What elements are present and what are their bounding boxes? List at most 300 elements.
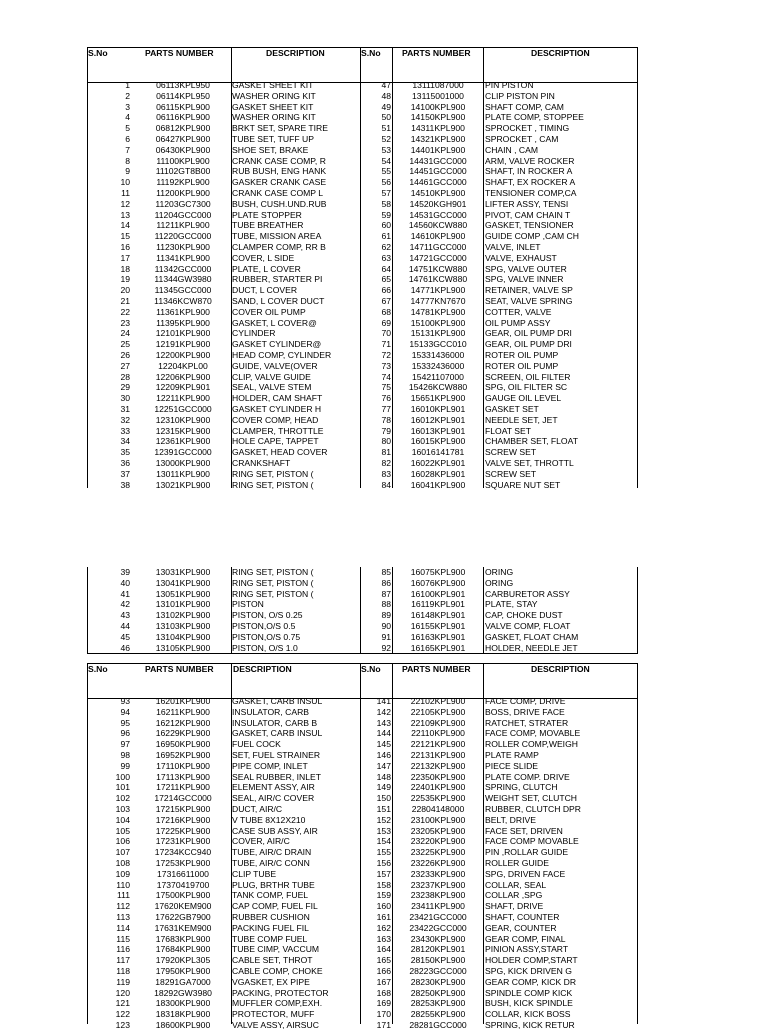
sno-cell: 51 <box>381 123 391 134</box>
parts-number-cell: 11346KCW870 <box>154 296 212 306</box>
description-cell: PLATE COMP. DRIVE <box>485 771 570 782</box>
description-cell: CRANK CASE COMP L <box>232 188 324 198</box>
sno-cell: 69 <box>381 317 391 328</box>
sno-cell: 162 <box>376 922 391 933</box>
parts-number-cell: 22804148000 <box>411 804 465 814</box>
sno-cell: 49 <box>381 101 391 112</box>
sno-cell: 7 <box>125 144 130 155</box>
description-cell: NEEDLE SET, JET <box>485 414 558 425</box>
parts-number-cell: 11102GT8B00 <box>155 166 211 177</box>
parts-number-cell: 16041KPL900 <box>410 479 466 490</box>
parts-number-cell: 14771KPL900 <box>410 285 466 296</box>
parts-number-cell: 16100KPL901 <box>410 588 466 599</box>
parts-table-3 <box>87 663 638 1030</box>
parts-number-cell: 12209KPL901 <box>155 382 211 393</box>
parts-number-cell: 28150KPL900 <box>410 955 466 966</box>
table-row <box>87 901 638 912</box>
description-cell: GAUGE OIL LEVEL <box>485 393 562 404</box>
description-cell: CRANKSHAFT <box>232 458 291 468</box>
description-cell: FACE SET, DRIVEN <box>485 825 563 836</box>
description-cell: COLLAR, KICK BOSS <box>485 1009 571 1020</box>
sno-cell: 88 <box>381 599 391 610</box>
sno-cell: 74 <box>381 371 391 382</box>
sno-cell: 160 <box>376 901 391 912</box>
sno-cell: 12 <box>120 198 130 209</box>
sno-cell: 167 <box>376 976 391 987</box>
parts-number-cell: 15426KCW880 <box>408 382 468 393</box>
parts-number-cell: 14721GCC000 <box>409 252 467 263</box>
sno-cell: 22 <box>120 306 130 317</box>
sno-cell: 24 <box>120 328 130 339</box>
description-cell: GUIDE COMP ,CAM CH <box>485 231 579 242</box>
header-description-2: DESCRIPTION <box>531 48 590 58</box>
sno-cell: 14 <box>120 220 130 231</box>
table-row <box>87 977 638 988</box>
sno-cell: 28 <box>120 371 130 382</box>
description-cell: TUBE CIMP, VACCUM <box>232 944 320 955</box>
parts-number-cell: 06114KPL950 <box>156 90 210 101</box>
sno-cell: 16 <box>120 242 130 252</box>
table-row <box>87 696 638 707</box>
parts-number-cell: 14531GCC000 <box>409 209 467 220</box>
table-row <box>87 436 638 447</box>
description-cell: GASKER CRANK CASE <box>232 177 327 188</box>
description-cell: SPG, KICK DRIVEN G <box>485 966 572 976</box>
table-row <box>87 934 638 945</box>
sno-cell: 5 <box>125 123 130 134</box>
table-row <box>87 112 638 123</box>
table-row <box>87 782 638 793</box>
table-row <box>87 955 638 966</box>
table-row <box>87 274 638 285</box>
parts-number-cell: 14610KPL900 <box>410 231 466 242</box>
table-row <box>87 458 638 469</box>
description-cell: ARM, VALVE ROCKER <box>485 155 575 166</box>
table-row <box>87 707 638 718</box>
table-row <box>87 91 638 102</box>
table-row <box>87 199 638 210</box>
parts-number-cell: 23422GCC000 <box>409 922 467 933</box>
parts-number-cell: 13105KPL900 <box>155 642 211 653</box>
description-cell: ROTER OIL PUMP <box>485 350 559 360</box>
parts-number-cell: 12206KPL900 <box>155 371 211 382</box>
description-cell: CARBURETOR ASSY <box>485 588 570 599</box>
parts-number-cell: 16148KPL901 <box>410 610 466 621</box>
description-cell: TUBE, AIR/C CONN <box>232 858 310 868</box>
sno-cell: 120 <box>115 987 130 998</box>
sno-cell: 111 <box>116 890 130 901</box>
description-cell: COVER COMP, HEAD <box>232 414 319 425</box>
parts-number-cell: 11341KPL900 <box>156 252 210 263</box>
description-cell: GASKET, HEAD COVER <box>232 447 328 458</box>
description-cell: GASKET CYLINDER@ <box>232 339 322 350</box>
table-row <box>87 404 638 415</box>
description-cell: SPG, DRIVEN FACE <box>485 868 566 879</box>
description-cell: OIL PUMP ASSY <box>485 317 551 328</box>
parts-number-cell: 16016141781 <box>411 447 465 458</box>
parts-number-cell: 18292GW3980 <box>154 987 212 998</box>
header-sno: S.No <box>88 664 108 674</box>
sno-cell: 34 <box>120 436 130 447</box>
table-row <box>87 350 638 361</box>
description-cell: COVER OIL PUMP <box>232 306 306 317</box>
sno-cell: 35 <box>120 447 130 458</box>
sno-cell: 61 <box>381 231 391 242</box>
description-cell: ROLLER GUIDE <box>485 858 549 868</box>
parts-number-cell: 17316611000 <box>157 868 209 879</box>
sno-cell: 165 <box>376 955 391 966</box>
sno-cell: 83 <box>381 468 391 479</box>
table-row <box>87 393 638 404</box>
table-row <box>87 643 638 654</box>
description-cell: VALVE, INLET <box>485 242 541 252</box>
table-row <box>87 750 638 761</box>
parts-number-cell: 23226KPL900 <box>410 858 466 868</box>
description-cell: TUBE BREATHER <box>232 220 304 231</box>
parts-number-cell: 12101KPL900 <box>155 328 211 339</box>
description-cell: GASKET, CARB INSUL <box>232 728 323 739</box>
description-cell: FACE COMP, MOVABLE <box>485 728 581 739</box>
parts-number-cell: 13111087000 <box>412 80 464 90</box>
description-cell: GASKET CYLINDER H <box>232 404 322 414</box>
table-row <box>87 123 638 134</box>
sno-cell: 53 <box>381 144 391 155</box>
table-row <box>87 80 638 91</box>
sno-cell: 147 <box>376 760 391 771</box>
sno-cell: 68 <box>381 306 391 317</box>
sno-cell: 153 <box>376 825 391 836</box>
parts-number-cell: 23205KPL900 <box>410 825 466 836</box>
parts-number-cell: 12200KPL900 <box>155 350 211 360</box>
description-cell: CRANK CASE COMP, R <box>232 155 326 166</box>
description-cell: SPRING, KICK RETUR <box>485 1020 575 1030</box>
parts-number-cell: 22350KPL900 <box>410 771 466 782</box>
parts-number-cell: 23421GCC000 <box>409 912 467 922</box>
sno-cell: 94 <box>120 706 130 717</box>
sno-cell: 113 <box>116 912 130 922</box>
parts-number-cell: 06812KPL900 <box>155 123 211 134</box>
description-cell: CASE SUB ASSY, AIR <box>232 825 318 836</box>
sno-cell: 30 <box>120 393 130 404</box>
sno-cell: 108 <box>115 858 130 868</box>
description-cell: DUCT, AIR/C <box>232 804 283 814</box>
parts-number-cell: 17231KPL900 <box>155 836 211 847</box>
description-cell: BOSS, DRIVE FACE <box>485 706 565 717</box>
description-cell: BUSH, KICK SPINDLE <box>485 998 573 1009</box>
description-cell: PLUG, BRTHR TUBE <box>232 879 315 890</box>
parts-number-cell: 17234KCC940 <box>154 847 212 858</box>
description-cell: CLIP TUBE <box>232 868 277 879</box>
sno-cell: 60 <box>381 220 391 231</box>
sno-cell: 161 <box>376 912 391 922</box>
sno-cell: 41 <box>120 588 130 599</box>
table-row <box>87 836 638 847</box>
header-description-2: DESCRIPTION <box>531 664 590 674</box>
sno-cell: 77 <box>381 404 391 414</box>
parts-number-cell: 12361KPL900 <box>155 436 211 447</box>
parts-number-cell: 17225KPL900 <box>155 825 211 836</box>
parts-number-cell: 12204KPL00 <box>158 360 208 371</box>
sno-cell: 112 <box>116 901 130 912</box>
sno-cell: 87 <box>381 588 391 599</box>
description-cell: VGASKET, EX PIPE <box>232 976 310 987</box>
description-cell: SHAFT, IN ROCKER A <box>485 166 573 177</box>
table-row <box>87 923 638 934</box>
parts-number-cell: 22132KPL900 <box>410 760 466 771</box>
parts-number-cell: 17370419700 <box>156 879 210 890</box>
sno-cell: 42 <box>120 599 130 610</box>
sno-cell: 66 <box>381 285 391 296</box>
description-cell: CABLE COMP, CHOKE <box>232 966 323 976</box>
sno-cell: 142 <box>376 706 391 717</box>
table-row <box>87 166 638 177</box>
table-row <box>87 231 638 242</box>
parts-number-cell: 17211KPL900 <box>156 782 210 793</box>
sno-cell: 110 <box>116 879 130 890</box>
parts-number-cell: 14777KN7670 <box>410 296 466 306</box>
description-cell: CABLE SET, THROT <box>232 955 313 966</box>
table-row <box>87 739 638 750</box>
table-row <box>87 589 638 600</box>
description-cell: SPROCKET , CAM <box>485 134 559 144</box>
sno-cell: 2 <box>125 90 130 101</box>
table-row <box>87 632 638 643</box>
description-cell: BRKT SET, SPARE TIRE <box>232 123 328 134</box>
description-cell: SAND, L COVER DUCT <box>232 296 325 306</box>
parts-number-cell: 06430KPL900 <box>155 144 211 155</box>
sno-cell: 117 <box>116 955 130 966</box>
sno-cell: 156 <box>376 858 391 868</box>
sno-cell: 150 <box>376 793 391 804</box>
table-row <box>87 426 638 437</box>
parts-number-cell: 13011KPL900 <box>156 468 210 479</box>
parts-number-cell: 18318KPL900 <box>155 1009 211 1020</box>
header-parts-number-2: PARTS NUMBER <box>402 48 471 58</box>
sno-cell: 23 <box>120 317 130 328</box>
table-row <box>87 156 638 167</box>
parts-number-cell: 14150KPL900 <box>410 112 466 123</box>
parts-number-cell: 14401KPL900 <box>410 144 466 155</box>
description-cell: VALVE COMP, FLOAT <box>485 621 571 631</box>
description-cell: PINION ASSY,START <box>485 944 569 955</box>
table-row <box>87 998 638 1009</box>
description-cell: PIN PISTON <box>485 80 534 90</box>
sno-cell: 157 <box>376 868 391 879</box>
parts-number-cell: 17216KPL900 <box>155 814 211 825</box>
sno-cell: 82 <box>381 458 391 468</box>
description-cell: SHOE SET, BRAKE <box>232 144 309 155</box>
table-row <box>87 264 638 275</box>
parts-number-cell: 17622GB7900 <box>155 912 211 922</box>
parts-number-cell: 13115001000 <box>412 90 464 101</box>
sno-cell: 44 <box>120 621 130 631</box>
sno-cell: 144 <box>376 728 391 739</box>
table-row <box>87 102 638 113</box>
parts-number-cell: 13051KPL900 <box>155 588 211 599</box>
table-row <box>87 966 638 977</box>
description-cell: COTTER, VALVE <box>485 306 552 317</box>
sno-cell: 43 <box>120 610 130 621</box>
table-row <box>87 826 638 837</box>
table-row <box>87 1009 638 1020</box>
description-cell: GASKET SHEET KIT <box>232 80 314 90</box>
parts-number-cell: 16165KPL901 <box>410 642 466 653</box>
description-cell: SPG, VALVE INNER <box>485 274 564 285</box>
sno-cell: 109 <box>115 868 130 879</box>
description-cell: SHAFT COMP, CAM <box>485 101 564 112</box>
description-cell: CLIP PISTON PIN <box>485 90 555 101</box>
description-cell: SEAL RUBBER, INLET <box>232 771 321 782</box>
sno-cell: 72 <box>381 350 391 360</box>
header-description: DESCRIPTION <box>233 664 292 674</box>
sno-cell: 102 <box>115 793 130 804</box>
description-cell: GASKET, CARB INSUL <box>232 696 323 706</box>
parts-number-cell: 11230KPL900 <box>156 242 210 252</box>
parts-number-cell: 18291GA7000 <box>155 976 211 987</box>
description-cell: PISTON,O/S 0.75 <box>232 631 301 642</box>
sno-cell: 163 <box>376 933 391 944</box>
parts-number-cell: 13041KPL900 <box>155 577 211 588</box>
header-sno-2: S.No <box>361 664 381 674</box>
description-cell: TUBE, MISSION AREA <box>232 231 322 242</box>
description-cell: GASKET, L COVER@ <box>232 317 317 328</box>
parts-number-cell: 23238KPL900 <box>410 890 466 901</box>
description-cell: RING SET, PISTON ( <box>232 588 314 599</box>
parts-number-cell: 13104KPL900 <box>155 631 211 642</box>
description-cell: GASKET, FLOAT CHAM <box>485 631 579 642</box>
parts-number-cell: 16013KPL901 <box>410 425 466 436</box>
table-row <box>87 869 638 880</box>
description-cell: SHAFT, DRIVE <box>485 901 544 912</box>
sno-cell: 116 <box>116 944 130 955</box>
sno-cell: 119 <box>116 976 130 987</box>
table-row <box>87 912 638 923</box>
parts-number-cell: 28230KPL900 <box>410 976 466 987</box>
sno-cell: 54 <box>381 155 391 166</box>
parts-number-cell: 13101KPL900 <box>155 599 211 610</box>
description-cell: SCREW SET <box>485 468 537 479</box>
sno-cell: 118 <box>116 966 130 976</box>
table-row <box>87 242 638 253</box>
table-row <box>87 372 638 383</box>
parts-number-cell: 16155KPL901 <box>410 621 466 631</box>
table-row <box>87 285 638 296</box>
header-sno: S.No <box>88 48 108 58</box>
header-description: DESCRIPTION <box>266 48 325 58</box>
description-cell: PIPE COMP, INLET <box>232 760 308 771</box>
sno-cell: 107 <box>115 847 130 858</box>
table-row <box>87 578 638 589</box>
table-row <box>87 253 638 264</box>
sno-cell: 92 <box>381 642 391 653</box>
parts-table-1 <box>87 47 638 488</box>
sno-cell: 98 <box>120 750 130 760</box>
description-cell: CAP, CHOKE DUST <box>485 610 563 621</box>
parts-number-cell: 23237KPL900 <box>410 879 466 890</box>
parts-number-cell: 14510KPL900 <box>410 188 466 198</box>
description-cell: RETAINER, VALVE SP <box>485 285 573 296</box>
description-cell: PLATE RAMP <box>485 750 539 760</box>
description-cell: CLAMPER, THROTTLE <box>232 425 324 436</box>
table-row <box>87 134 638 145</box>
table-row <box>87 415 638 426</box>
parts-number-cell: 17500KPL900 <box>155 890 211 901</box>
table-header <box>87 663 638 699</box>
parts-number-cell: 15100KPL900 <box>410 317 466 328</box>
sno-cell: 105 <box>115 825 130 836</box>
description-cell: COLLAR, SEAL <box>485 879 547 890</box>
parts-number-cell: 16012KPL901 <box>410 414 466 425</box>
parts-number-cell: 12315KPL900 <box>155 425 211 436</box>
parts-number-cell: 14560KCW880 <box>408 220 468 231</box>
description-cell: SPROCKET , TIMING <box>485 123 570 134</box>
table-row <box>87 610 638 621</box>
sno-cell: 122 <box>115 1009 130 1020</box>
sno-cell: 25 <box>120 339 130 350</box>
parts-number-cell: 17683KPL900 <box>155 933 211 944</box>
description-cell: MUFFLER COMP,EXH. <box>232 998 323 1009</box>
parts-number-cell: 14451GCC000 <box>409 166 467 177</box>
sno-cell: 71 <box>381 339 391 350</box>
parts-number-cell: 14100KPL900 <box>410 101 466 112</box>
description-cell: HOLDER, NEEDLE JET <box>485 642 578 653</box>
description-cell: PISTON,O/S 0.5 <box>232 621 296 631</box>
sno-cell: 3 <box>125 101 130 112</box>
parts-number-cell: 16201KPL900 <box>155 696 211 706</box>
parts-number-cell: 17920KPL305 <box>155 955 211 966</box>
table-row <box>87 567 638 578</box>
sno-cell: 56 <box>381 177 391 188</box>
table-row <box>87 804 638 815</box>
description-cell: PROTECTOR, MUFF <box>232 1009 315 1020</box>
sno-cell: 166 <box>376 966 391 976</box>
parts-number-cell: 17113KPL900 <box>156 771 210 782</box>
header-parts-number: PARTS NUMBER <box>145 48 214 58</box>
description-cell: TENSIONER COMP,CA <box>485 188 577 198</box>
parts-number-cell: 22535KPL900 <box>410 793 466 804</box>
description-cell: PIECE SLIDE <box>485 760 539 771</box>
parts-number-cell: 14761KCW880 <box>408 274 468 285</box>
sno-cell: 121 <box>115 998 130 1009</box>
description-cell: HEAD COMP, CYLINDER <box>232 350 332 360</box>
description-cell: RATCHET, STRATER <box>485 717 569 728</box>
parts-number-cell: 16163KPL901 <box>410 631 466 642</box>
parts-number-cell: 18600KPL900 <box>155 1020 211 1030</box>
parts-number-cell: 12211KPL900 <box>156 393 210 404</box>
parts-number-cell: 22105KPL900 <box>410 706 466 717</box>
parts-number-cell: 28223GCC000 <box>409 966 467 976</box>
description-cell: FACE COMP, DRIVE <box>485 696 566 706</box>
sno-cell: 15 <box>120 231 130 242</box>
sno-cell: 29 <box>120 382 130 393</box>
table-row <box>87 361 638 372</box>
parts-number-cell: 14711GCC000 <box>409 242 467 252</box>
parts-number-cell: 11344GW3980 <box>154 274 212 285</box>
table-row <box>87 210 638 221</box>
description-cell: COVER, L SIDE <box>232 252 295 263</box>
description-cell: SEAT, VALVE SPRING <box>485 296 573 306</box>
parts-number-cell: 13103KPL900 <box>155 621 211 631</box>
table-row <box>87 880 638 891</box>
description-cell: PACKING, PROTECTOR <box>232 987 329 998</box>
parts-number-cell: 22131KPL900 <box>410 750 466 760</box>
sno-cell: 33 <box>120 425 130 436</box>
description-cell: SEAL, VALVE STEM <box>232 382 312 393</box>
sno-cell: 11 <box>121 188 130 198</box>
parts-number-cell: 14311KPL900 <box>411 123 465 134</box>
parts-number-cell: 14461GCC000 <box>409 177 467 188</box>
sno-cell: 104 <box>115 814 130 825</box>
